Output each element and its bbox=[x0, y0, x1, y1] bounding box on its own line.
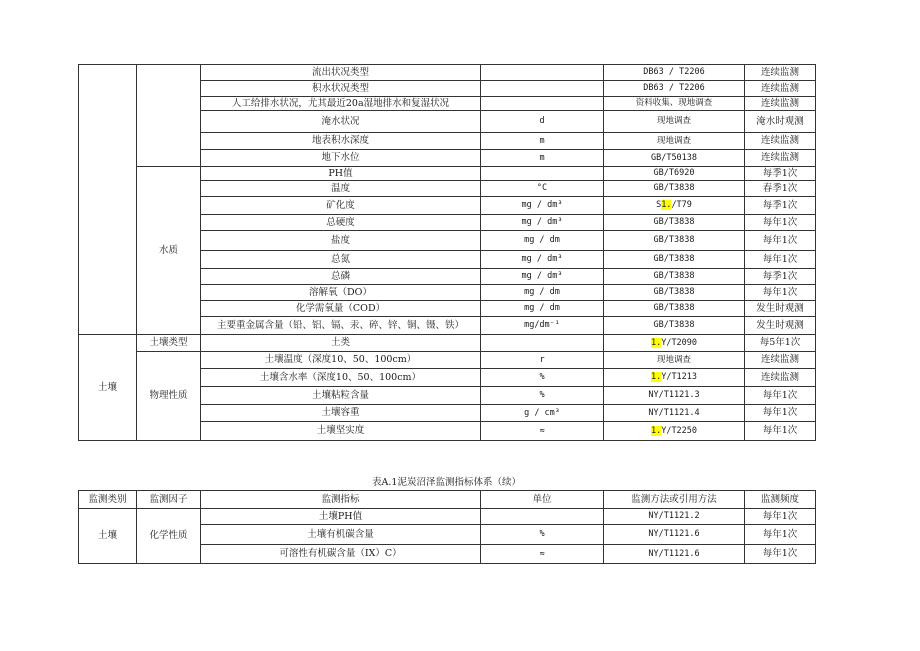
method-cell bbox=[604, 231, 745, 251]
indicator-cell: 化学需氧量（COD） bbox=[201, 301, 481, 317]
factor-cell-water-quality: 水质 bbox=[137, 167, 201, 335]
unit-cell: mg / dm bbox=[481, 301, 604, 317]
frequency-cell: 每年1次 bbox=[745, 525, 816, 545]
table-row bbox=[79, 167, 816, 181]
method-text: GB/T3838 bbox=[653, 217, 695, 228]
method-highlight: 1. bbox=[650, 372, 662, 383]
category-cell-soil: 土壤 bbox=[79, 509, 137, 564]
indicator-cell: 地下水位 bbox=[201, 150, 481, 167]
indicator-cell: 溶解氧（DO） bbox=[201, 285, 481, 301]
method-cell: NY/T1121.6 bbox=[604, 525, 745, 545]
unit-cell bbox=[481, 97, 604, 111]
method-cell bbox=[604, 97, 745, 111]
method-cell bbox=[604, 317, 745, 335]
header-cell: 监测类别 bbox=[79, 491, 137, 509]
frequency-cell: 连续监测 bbox=[745, 150, 816, 167]
table-row bbox=[79, 335, 816, 352]
unit-cell: mg / dm bbox=[481, 231, 604, 251]
factor-cell-hydrology bbox=[137, 65, 201, 167]
method-text: GB/T3838 bbox=[653, 183, 695, 194]
unit-cell bbox=[481, 65, 604, 81]
indicator-cell: 土壤粘粒含量 bbox=[201, 387, 481, 405]
unit-cell: % bbox=[481, 387, 604, 405]
table-row bbox=[79, 352, 816, 369]
method-text: GB/T6920 bbox=[653, 168, 695, 179]
method-text: GB/T3838 bbox=[653, 320, 695, 331]
indicator-cell: 土壤坚实度 bbox=[201, 422, 481, 441]
category-cell-hydrology bbox=[79, 65, 137, 335]
method-cell bbox=[604, 167, 745, 181]
method-text-suffix: Y/T2250 bbox=[661, 425, 698, 436]
frequency-cell: 发生时观测 bbox=[745, 301, 816, 317]
frequency-cell: 每年1次 bbox=[745, 285, 816, 301]
frequency-cell: 春季1次 bbox=[745, 181, 816, 197]
method-cell bbox=[604, 269, 745, 285]
indicator-cell: 总磷 bbox=[201, 269, 481, 285]
unit-cell: d bbox=[481, 111, 604, 133]
unit-cell: °C bbox=[481, 181, 604, 197]
method-text: 现地调查 bbox=[656, 135, 691, 146]
method-text-suffix: Y/T1213 bbox=[661, 372, 698, 383]
method-text: GB/T3838 bbox=[653, 271, 695, 282]
indicator-cell: 总硬度 bbox=[201, 215, 481, 231]
frequency-cell: 每年1次 bbox=[745, 405, 816, 422]
unit-cell: ≈ bbox=[481, 422, 604, 441]
frequency-cell: 连续监测 bbox=[745, 81, 816, 97]
method-cell bbox=[604, 150, 745, 167]
header-cell: 单位 bbox=[481, 491, 604, 509]
method-cell bbox=[604, 215, 745, 231]
unit-cell: mg / dm³ bbox=[481, 215, 604, 231]
method-text: S bbox=[656, 200, 662, 211]
frequency-cell: 每5年1次 bbox=[745, 335, 816, 352]
category-cell-soil: 土壤 bbox=[79, 335, 137, 441]
unit-cell: m bbox=[481, 133, 604, 150]
frequency-cell: 每年1次 bbox=[745, 231, 816, 251]
method-cell bbox=[604, 335, 745, 352]
indicator-cell: 积水状况类型 bbox=[201, 81, 481, 97]
method-cell bbox=[604, 387, 745, 405]
unit-cell: g / cm³ bbox=[481, 405, 604, 422]
method-text: 资料收集、现地调查 bbox=[635, 98, 713, 109]
frequency-cell: 连续监测 bbox=[745, 133, 816, 150]
indicator-cell: 土类 bbox=[201, 335, 481, 352]
indicator-cell: 可溶性有机碳含量（IX）C） bbox=[201, 545, 481, 564]
indicator-cell: 土壤有机碳含量 bbox=[201, 525, 481, 545]
method-text: GB/T3838 bbox=[653, 287, 695, 298]
method-text: NY/T1121.4 bbox=[648, 407, 700, 418]
method-cell bbox=[604, 301, 745, 317]
unit-cell: ≈ bbox=[481, 545, 604, 564]
frequency-cell: 每季1次 bbox=[745, 167, 816, 181]
method-highlight: 1. bbox=[650, 425, 662, 436]
indicator-cell: 总氮 bbox=[201, 251, 481, 269]
method-cell bbox=[604, 81, 745, 97]
frequency-cell: 每年1次 bbox=[745, 251, 816, 269]
unit-cell bbox=[481, 167, 604, 181]
indicator-cell: 土壤温度（深度10、50、100cm） bbox=[201, 352, 481, 369]
unit-cell: mg / dm bbox=[481, 285, 604, 301]
method-text: 现地调查 bbox=[656, 354, 691, 365]
method-cell: NY/T1121.2 bbox=[604, 509, 745, 525]
unit-cell: mg / dm³ bbox=[481, 251, 604, 269]
unit-cell: mg / dm³ bbox=[481, 197, 604, 215]
table-header-row bbox=[79, 491, 816, 509]
header-cell: 监测指标 bbox=[201, 491, 481, 509]
method-text: DB63 / T2206 bbox=[643, 67, 705, 78]
frequency-cell: 每年1次 bbox=[745, 387, 816, 405]
method-cell bbox=[604, 133, 745, 150]
frequency-cell: 每年1次 bbox=[745, 545, 816, 564]
table-row bbox=[79, 509, 816, 525]
method-cell bbox=[604, 111, 745, 133]
indicator-cell: 土壤PH值 bbox=[201, 509, 481, 525]
method-text: NY/T1121.3 bbox=[648, 390, 700, 401]
monitoring-table-main bbox=[78, 64, 816, 441]
unit-cell: r bbox=[481, 352, 604, 369]
frequency-cell: 发生时观测 bbox=[745, 317, 816, 335]
method-cell bbox=[604, 285, 745, 301]
frequency-cell: 连续监测 bbox=[745, 369, 816, 387]
indicator-cell: 温度 bbox=[201, 181, 481, 197]
unit-cell bbox=[481, 509, 604, 525]
monitoring-table-continued bbox=[78, 490, 816, 564]
frequency-cell: 连续监测 bbox=[745, 352, 816, 369]
unit-cell: % bbox=[481, 525, 604, 545]
indicator-cell: 矿化度 bbox=[201, 197, 481, 215]
method-text: GB/T50138 bbox=[650, 152, 698, 163]
factor-cell-chemical: 化学性质 bbox=[137, 509, 201, 564]
frequency-cell: 每季1次 bbox=[745, 269, 816, 285]
frequency-cell: 每季1次 bbox=[745, 197, 816, 215]
method-cell bbox=[604, 251, 745, 269]
indicator-cell: 淹水状况 bbox=[201, 111, 481, 133]
method-cell bbox=[604, 405, 745, 422]
indicator-cell: 地表积水深度 bbox=[201, 133, 481, 150]
table-row bbox=[79, 65, 816, 81]
method-text: GB/T3838 bbox=[653, 254, 695, 265]
frequency-cell: 每年1次 bbox=[745, 215, 816, 231]
unit-cell bbox=[481, 335, 604, 352]
frequency-cell: 连续监测 bbox=[745, 97, 816, 111]
frequency-cell: 每年1次 bbox=[745, 422, 816, 441]
unit-cell: mg/dm⁻¹ bbox=[481, 317, 604, 335]
method-text: DB63 / T2206 bbox=[643, 83, 705, 94]
method-text-suffix: /T79 bbox=[671, 200, 692, 211]
indicator-cell: 流出状况类型 bbox=[201, 65, 481, 81]
indicator-cell: 盐度 bbox=[201, 231, 481, 251]
unit-cell: % bbox=[481, 369, 604, 387]
method-highlight: 1. bbox=[650, 337, 662, 348]
header-cell: 监测频度 bbox=[745, 491, 816, 509]
header-cell: 监测方法或引用方法 bbox=[604, 491, 745, 509]
unit-cell: m bbox=[481, 150, 604, 167]
frequency-cell: 淹水时观测 bbox=[745, 111, 816, 133]
method-cell bbox=[604, 181, 745, 197]
unit-cell bbox=[481, 81, 604, 97]
unit-cell: mg / dm³ bbox=[481, 269, 604, 285]
frequency-cell: 每年1次 bbox=[745, 509, 816, 525]
indicator-cell: 主要重金属含量（铅、铝、镉、汞、碎、锌、铜、镊、铁） bbox=[201, 317, 481, 335]
method-text: GB/T3838 bbox=[653, 303, 695, 314]
indicator-cell: 土壤容重 bbox=[201, 405, 481, 422]
method-cell: NY/T1121.6 bbox=[604, 545, 745, 564]
indicator-cell: 土壤含水率（深度10、50、100cm） bbox=[201, 369, 481, 387]
method-text-suffix: Y/T2090 bbox=[661, 337, 698, 348]
method-text: 现地调查 bbox=[656, 116, 691, 127]
method-text: GB/T3838 bbox=[653, 235, 695, 246]
table-caption: 表A.1泥炭沼泽监测指标体系（续） bbox=[372, 477, 521, 488]
method-cell bbox=[604, 352, 745, 369]
factor-cell-physical: 物理性质 bbox=[137, 352, 201, 441]
method-highlight: 1. bbox=[661, 200, 672, 211]
method-cell bbox=[604, 422, 745, 441]
header-cell: 监测因子 bbox=[137, 491, 201, 509]
method-cell bbox=[604, 65, 745, 81]
indicator-cell: 人工给排水状况，尤其最近20a湿地排水和复湿状况 bbox=[201, 97, 481, 111]
factor-cell-soil-type: 土壤类型 bbox=[137, 335, 201, 352]
frequency-cell: 连续监测 bbox=[745, 65, 816, 81]
method-cell bbox=[604, 369, 745, 387]
indicator-cell: PH值 bbox=[201, 167, 481, 181]
method-cell bbox=[604, 197, 745, 215]
